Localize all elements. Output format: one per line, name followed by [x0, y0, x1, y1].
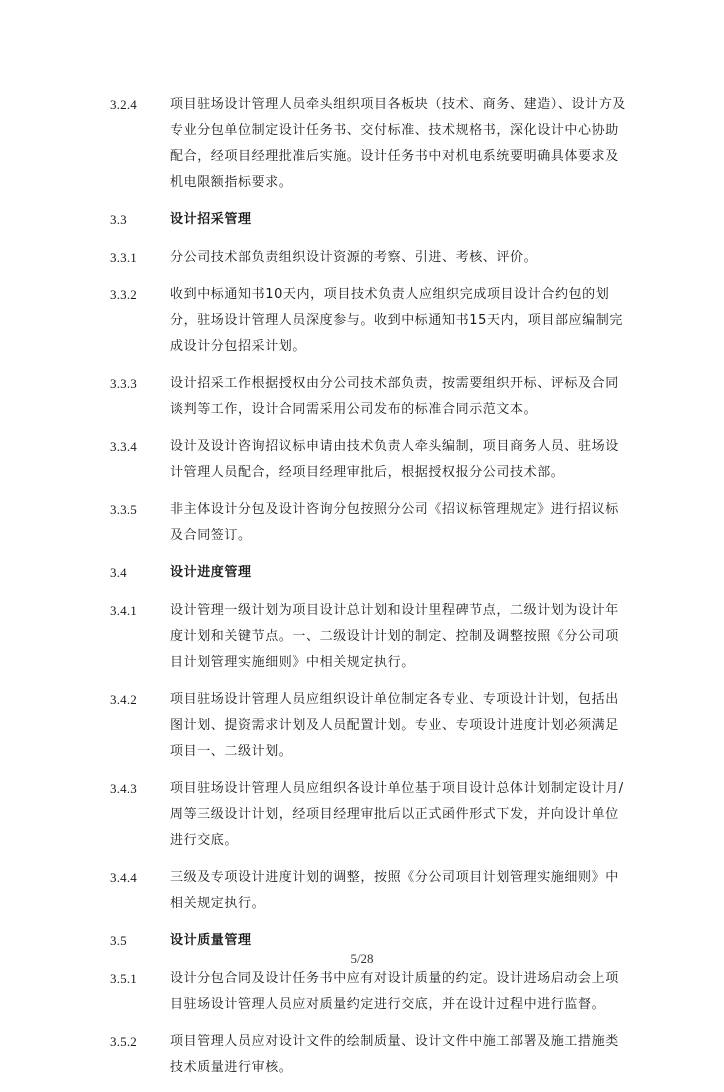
section-text: 项目驻场设计管理人员牵头组织项目各板块（技术、商务、建造）、设计方及专业分包单位制定设计任务书、交付标准、技术规格书，深化设计中心协助配合，经项目经理批准后实施。设计任务书中对机电系统要明确具体要求及机电限额指标要求。	[170, 97, 626, 190]
section-number: 3.4.3	[110, 781, 137, 796]
document-body	[110, 92, 630, 1092]
section-number: 3.2.4	[110, 97, 137, 112]
section-number: 3.3.4	[110, 439, 137, 454]
section-number: 3.4.1	[110, 603, 137, 618]
section-3-2-4	[110, 92, 630, 196]
section-number: 3.5.1	[110, 971, 137, 986]
section-text: 设计管理一级计划为项目设计总计划和设计里程碑节点，二级计划为设计年度计划和关键节点。一、二级设计计划的制定、控制及调整按照《分公司项目计划管理实施细则》中相关规定执行。	[170, 603, 619, 670]
section-number: 3.3.3	[110, 376, 137, 391]
heading-number: 3.4	[110, 565, 127, 580]
page-number: 5/28	[350, 951, 374, 966]
section-3-5-2	[110, 1029, 630, 1081]
section-3-4-1	[110, 598, 630, 676]
section-text: 项目驻场设计管理人员应组织各设计单位基于项目设计总体计划制定设计月/周等三级设计计划，经项目经理审批后以正式函件形式下发，并向设计单位进行交底。	[170, 781, 624, 848]
heading-3-3	[110, 207, 630, 233]
heading-3-4	[110, 560, 630, 586]
section-text: 项目驻场设计管理人员应组织设计单位制定各专业、专项设计计划，包括出图计划、提资需求计划及人员配置计划。专业、专项设计进度计划必须满足项目一、二级计划。	[170, 692, 619, 759]
section-number: 3.4.4	[110, 870, 137, 885]
section-3-3-4	[110, 434, 630, 486]
section-3-4-4	[110, 865, 630, 917]
section-text: 项目管理人员应对设计文件的绘制质量、设计文件中施工部署及施工措施类技术质量进行审核。	[170, 1034, 619, 1075]
heading-number: 3.3	[110, 212, 127, 227]
section-3-3-2	[110, 282, 630, 360]
section-text: 非主体设计分包及设计咨询分包按照分公司《招议标管理规定》进行招议标及合同签订。	[170, 502, 619, 543]
heading-title: 设计进度管理	[170, 565, 252, 580]
section-number: 3.5.2	[110, 1034, 137, 1049]
section-3-5-1	[110, 966, 630, 1018]
section-text: 分公司技术部负责组织设计资源的考察、引进、考核、评价。	[170, 250, 538, 265]
section-number: 3.3.2	[110, 287, 137, 302]
section-text: 设计分包合同及设计任务书中应有对设计质量的约定。设计进场启动会上项目驻场设计管理人员应对质量约定进行交底，并在设计过程中进行监督。	[170, 971, 619, 1012]
section-number: 3.4.2	[110, 692, 137, 707]
section-3-3-1	[110, 245, 630, 271]
section-3-4-2	[110, 687, 630, 765]
section-text: 设计招采工作根据授权由分公司技术部负责，按需要组织开标、评标及合同谈判等工作，设计合同需采用公司发布的标准合同示范文本。	[170, 376, 619, 417]
section-text: 三级及专项设计进度计划的调整，按照《分公司项目计划管理实施细则》中相关规定执行。	[170, 870, 619, 911]
heading-title: 设计质量管理	[170, 933, 252, 948]
section-number: 3.3.5	[110, 502, 137, 517]
heading-number: 3.5	[110, 933, 127, 948]
section-text: 收到中标通知书10天内，项目技术负责人应组织完成项目设计合约包的划分，驻场设计管理人员深度参与。收到中标通知书15天内，项目部应编制完成设计分包招采计划。	[170, 287, 623, 354]
section-3-3-5	[110, 497, 630, 549]
section-text: 设计及设计咨询招议标申请由技术负责人牵头编制，项目商务人员、驻场设计管理人员配合，经项目经理审批后，根据授权报分公司技术部。	[170, 439, 619, 480]
heading-title: 设计招采管理	[170, 212, 252, 227]
section-3-4-3	[110, 776, 630, 854]
section-3-3-3	[110, 371, 630, 423]
section-number: 3.3.1	[110, 250, 137, 265]
